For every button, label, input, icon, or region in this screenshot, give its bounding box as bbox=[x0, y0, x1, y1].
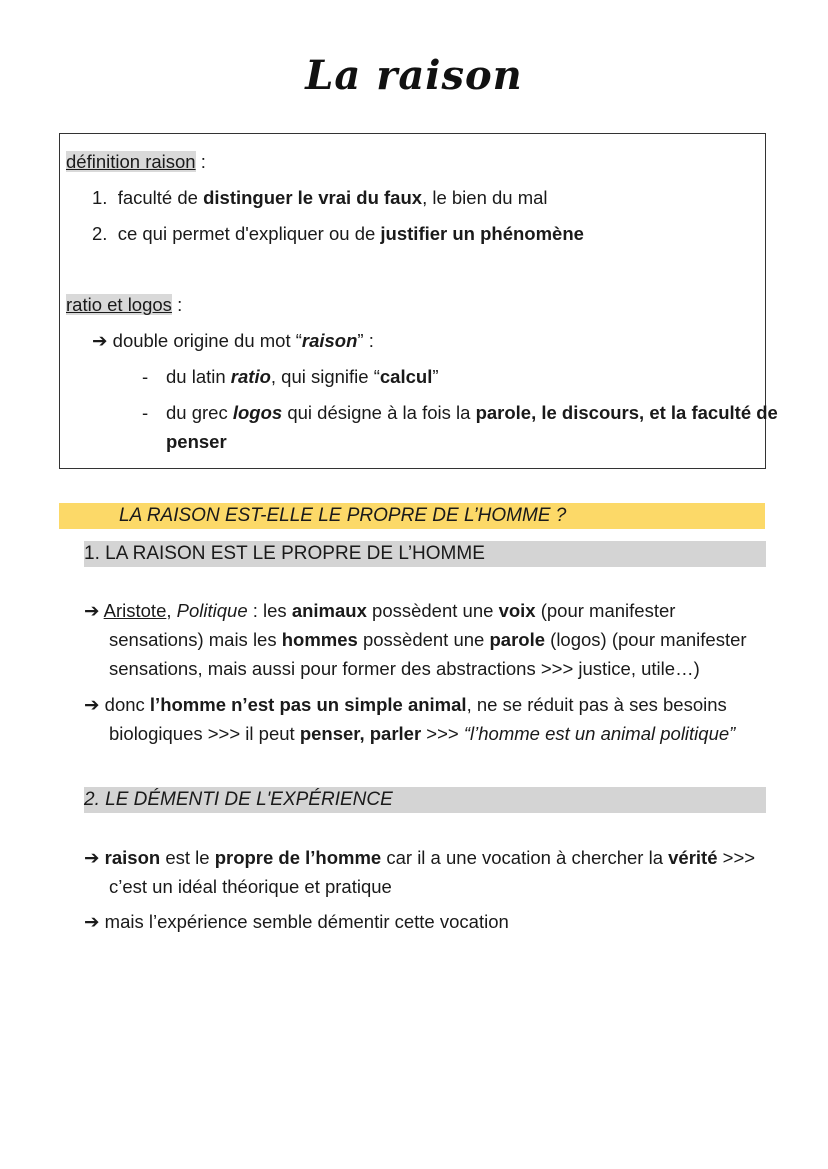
part1-donc-line-2: biologiques >>> il peut penser, parler >>> “l’homme est un animal politique” bbox=[109, 723, 736, 744]
section-title: LA RAISON EST-ELLE LE PROPRE DE L’HOMME ? bbox=[119, 505, 567, 526]
part2-experience-line: ➔ mais l’expérience semble démentir cette vocation bbox=[84, 911, 509, 932]
ratio-latin-line: - du latin ratio, qui signifie “calcul” bbox=[142, 366, 439, 387]
definition-heading: définition raison bbox=[66, 151, 196, 172]
ratio-heading: ratio et logos bbox=[66, 294, 172, 315]
ratio-greek-line-2: penser bbox=[166, 431, 227, 452]
arrow-icon: ➔ bbox=[84, 600, 100, 621]
definition-item-2: 2. ce qui permet d'expliquer ou de justifier un phénomène bbox=[92, 223, 584, 244]
arrow-icon: ➔ bbox=[84, 694, 100, 715]
page-title: La raison bbox=[305, 52, 523, 99]
part1-heading: 1. LA RAISON EST LE PROPRE DE L’HOMME bbox=[84, 543, 485, 564]
part1-aristote-line-3: sensations, mais aussi pour former des abstractions >>> justice, utile…) bbox=[109, 658, 700, 679]
ratio-greek-line: - du grec logos qui désigne à la fois la parole, le discours, et la faculté de bbox=[142, 402, 778, 423]
dash-bullet: - bbox=[142, 402, 149, 423]
arrow-icon: ➔ bbox=[92, 330, 108, 351]
part2-raison-line-2: c’est un idéal théorique et pratique bbox=[109, 876, 392, 897]
definition-item-1: 1. faculté de distinguer le vrai du faux, le bien du mal bbox=[92, 187, 548, 208]
arrow-icon: ➔ bbox=[84, 911, 100, 932]
part1-aristote-line-2: sensations) mais les hommes possèdent une parole (logos) (pour manifester bbox=[109, 629, 747, 650]
ratio-origin-line: ➔ double origine du mot “raison” : bbox=[92, 330, 374, 351]
part1-aristote-line-1: ➔ Aristote, Politique : les animaux possèdent une voix (pour manifester bbox=[84, 600, 676, 621]
dash-bullet: - bbox=[142, 366, 149, 387]
arrow-icon: ➔ bbox=[84, 847, 100, 868]
part1-donc-line-1: ➔ donc l’homme n’est pas un simple animal, ne se réduit pas à ses besoins bbox=[84, 694, 727, 715]
definition-heading-line: définition raison : bbox=[66, 151, 206, 172]
part2-heading: 2. LE DÉMENTI DE L'EXPÉRIENCE bbox=[84, 789, 393, 810]
ratio-heading-line: ratio et logos : bbox=[66, 294, 183, 315]
part2-raison-line-1: ➔ raison est le propre de l’homme car il a une vocation à chercher la vérité >>> bbox=[84, 847, 756, 868]
